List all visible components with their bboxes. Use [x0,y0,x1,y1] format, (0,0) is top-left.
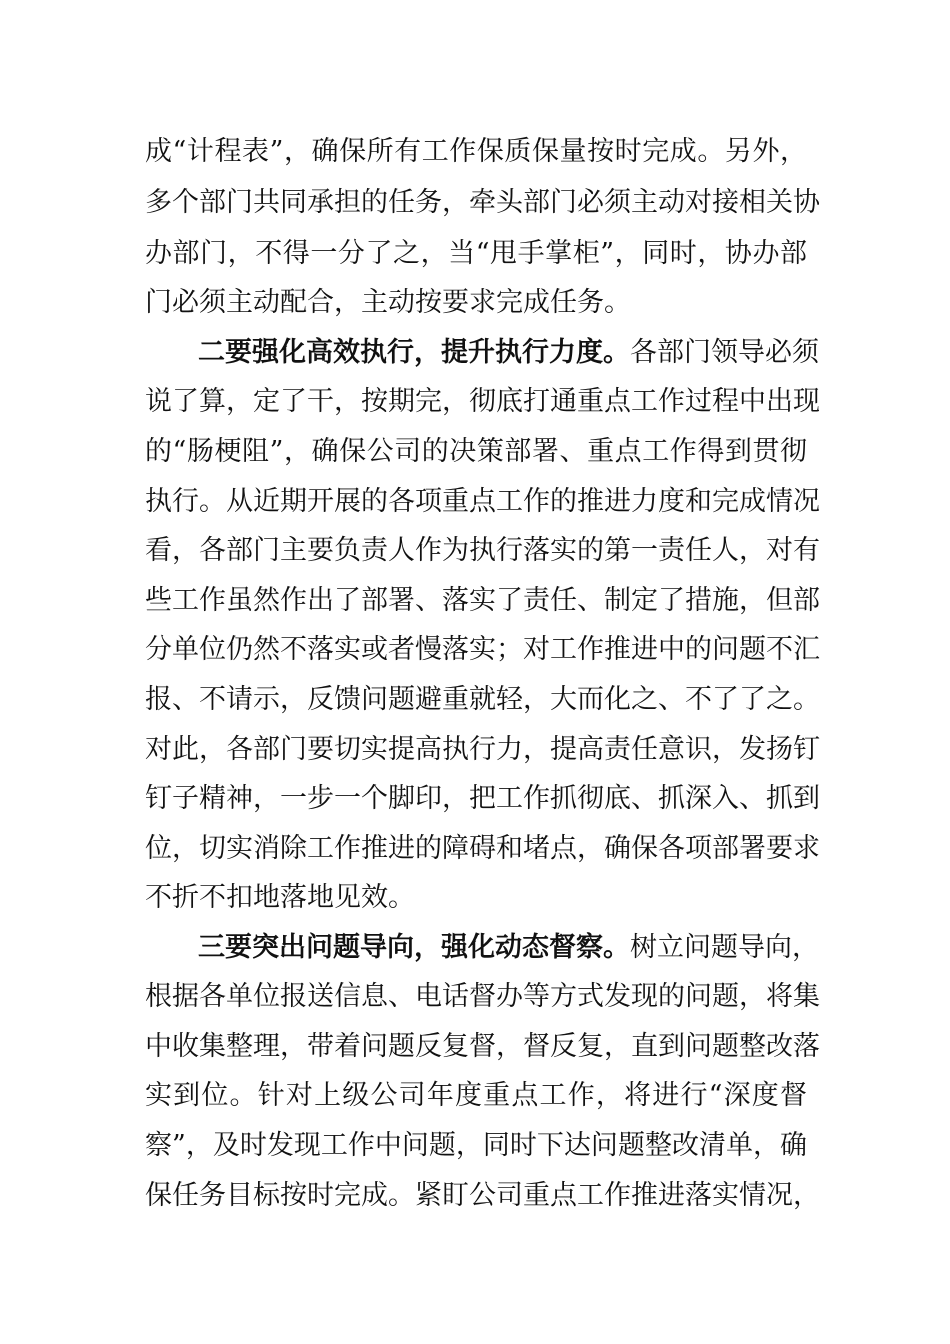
para3-heading: 三要突出问题导向，强化动态督察。 [198,932,630,963]
para1-line-3: 办部门，不得一分了之，当“甩手掌柜”，同时，协办部 [145,238,807,269]
para2-line-3: 执行。从近期开展的各项重点工作的推进力度和完成情况 [145,486,820,517]
para3-line-3: 实到位。针对上级公司年度重点工作，将进行“深度督 [145,1080,807,1111]
para3-line-5: 保任务目标按时完成。紧盯公司重点工作推进落实情况， [145,1180,820,1211]
para2-heading: 二要强化高效执行，提升执行力度。 [198,337,630,368]
para3-first-line [198,923,819,973]
para2-line-11: 不折不扣地落地见效。 [145,882,415,913]
para2-line-8: 对此，各部门要切实提高执行力，提高责任意识，发扬钉 [145,734,820,765]
para2-first-line [198,328,819,378]
para2-line-4: 看，各部门主要负责人作为执行落实的第一责任人，对有 [145,535,820,566]
para2-line-10: 位，切实消除工作推进的障碍和堵点，确保各项部署要求 [145,833,820,864]
para1-line-4: 门必须主动配合，主动按要求完成任务。 [145,287,631,318]
para2-line-1: 说了算，定了干，按期完，彻底打通重点工作过程中出现 [145,386,820,417]
para3-first-line-rest: 树立问题导向， [630,932,819,963]
para2-line-6: 分单位仍然不落实或者慢落实；对工作推进中的问题不汇 [145,634,820,665]
para2-line-9: 钉子精神，一步一个脚印，把工作抓彻底、抓深入、抓到 [145,783,820,814]
para2-line-7: 报、不请示，反馈问题避重就轻，大而化之、不了了之。 [145,684,820,715]
para3-line-4: 察”，及时发现工作中问题，同时下达问题整改清单，确 [145,1130,807,1161]
para2-first-line-rest: 各部门领导必须 [630,337,819,368]
para2-line-2: 的“肠梗阻”，确保公司的决策部署、重点工作得到贯彻 [145,436,807,467]
para3-line-2: 中收集整理，带着问题反复督，督反复，直到问题整改落 [145,1031,820,1062]
para2-line-5: 些工作虽然作出了部署、落实了责任、制定了措施，但部 [145,585,820,616]
para1-line-2: 多个部门共同承担的任务，牵头部门必须主动对接相关协 [145,187,820,218]
para3-line-1: 根据各单位报送信息、电话督办等方式发现的问题，将集 [145,981,820,1012]
para1-line-1: 成“计程表”，确保所有工作保质保量按时完成。另外， [145,136,807,167]
